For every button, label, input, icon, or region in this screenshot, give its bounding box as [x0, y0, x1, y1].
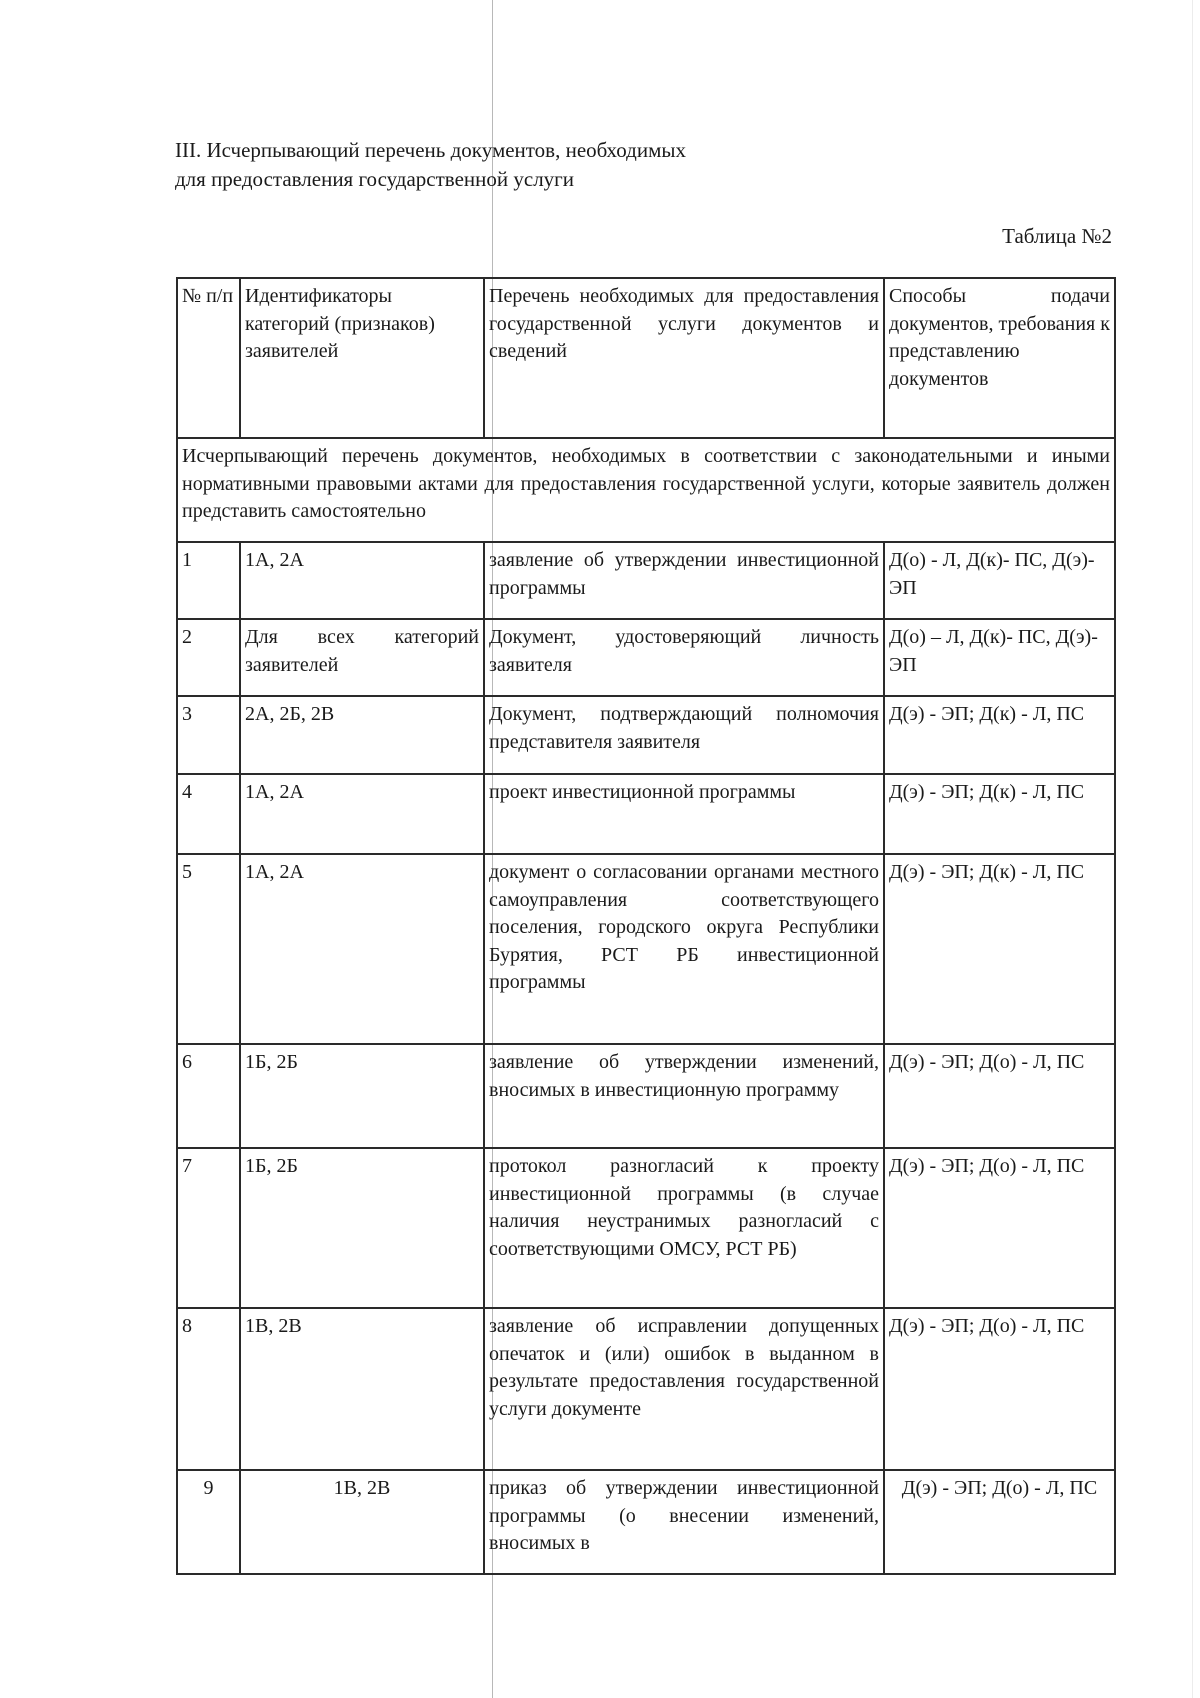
row-num: 1	[177, 542, 240, 619]
row-document: приказ об утверждении инвестиционной программы (о внесении изменений, вносимых в	[484, 1470, 884, 1574]
row-methods: Д(о) - Л, Д(к)- ПС, Д(э)- ЭП	[884, 542, 1115, 619]
row-categories: 1Б, 2Б	[240, 1148, 484, 1308]
header-categories: Идентификаторы категорий (признаков) заявителей	[240, 278, 484, 438]
row-document: Документ, подтверждающий полномочия представителя заявителя	[484, 696, 884, 774]
table-row	[177, 542, 1115, 619]
heading-line-2: для предоставления государственной услуги	[175, 167, 575, 191]
row-categories: 1В, 2В	[240, 1470, 484, 1574]
row-num: 7	[177, 1148, 240, 1308]
table-row	[177, 619, 1115, 696]
row-methods: Д(э) - ЭП; Д(о) - Л, ПС	[884, 1148, 1115, 1308]
row-categories: 1В, 2В	[240, 1308, 484, 1470]
table-row	[177, 1308, 1115, 1470]
header-methods: Способы подачи документов, требования к представлению документов	[884, 278, 1115, 438]
table-row	[177, 1470, 1115, 1574]
documents-table	[176, 277, 1116, 1575]
table-row	[177, 1044, 1115, 1148]
row-num: 9	[177, 1470, 240, 1574]
row-methods: Д(э) - ЭП; Д(к) - Л, ПС	[884, 696, 1115, 774]
heading-line-1: III. Исчерпывающий перечень документов, необходимых	[175, 138, 686, 162]
section-title: Исчерпывающий перечень документов, необходимых в соответствии с законодательными и иными нормативными правовыми актами для предоставления государственной услуги, которые заявитель должен представить самостоятельно	[177, 438, 1115, 542]
row-document: заявление об исправлении допущенных опечаток и (или) ошибок в выданном в результате предоставления государственной услуги документе	[484, 1308, 884, 1470]
row-num: 5	[177, 854, 240, 1044]
row-document: заявление об утверждении инвестиционной программы	[484, 542, 884, 619]
row-methods: Д(э) - ЭП; Д(к) - Л, ПС	[884, 774, 1115, 854]
row-document: Документ, удостоверяющий личность заявителя	[484, 619, 884, 696]
row-methods: Д(э) - ЭП; Д(к) - Л, ПС	[884, 854, 1115, 1044]
row-methods: Д(э) - ЭП; Д(о) - Л, ПС	[884, 1044, 1115, 1148]
row-document: документ о согласовании органами местного самоуправления соответствующего поселения, городского округа Республики Бурятия, РСТ РБ инвестиционной программы	[484, 854, 884, 1044]
scan-edge-line	[1192, 0, 1193, 1698]
header-documents: Перечень необходимых для предоставления государственной услуги документов и сведений	[484, 278, 884, 438]
row-document: заявление об утверждении изменений, вносимых в инвестиционную программу	[484, 1044, 884, 1148]
table-row	[177, 1148, 1115, 1308]
row-categories: 2А, 2Б, 2В	[240, 696, 484, 774]
row-categories: 1А, 2А	[240, 854, 484, 1044]
row-num: 3	[177, 696, 240, 774]
row-document: протокол разногласий к проекту инвестиционной программы (в случае наличия неустранимых разногласий с соответствующими ОМСУ, РСТ РБ)	[484, 1148, 884, 1308]
row-categories: 1А, 2А	[240, 774, 484, 854]
row-methods: Д(э) - ЭП; Д(о) - Л, ПС	[884, 1308, 1115, 1470]
row-document: проект инвестиционной программы	[484, 774, 884, 854]
row-methods: Д(э) - ЭП; Д(о) - Л, ПС	[884, 1470, 1115, 1574]
header-num: № п/п	[177, 278, 240, 438]
row-categories: 1Б, 2Б	[240, 1044, 484, 1148]
row-num: 8	[177, 1308, 240, 1470]
table-header-row	[177, 278, 1115, 438]
row-num: 6	[177, 1044, 240, 1148]
table-row	[177, 774, 1115, 854]
row-num: 2	[177, 619, 240, 696]
section-heading	[175, 136, 935, 194]
section-title-row	[177, 438, 1115, 542]
row-categories: 1А, 2А	[240, 542, 484, 619]
row-methods: Д(о) – Л, Д(к)- ПС, Д(э)- ЭП	[884, 619, 1115, 696]
row-categories: Для всех категорий заявителей	[240, 619, 484, 696]
table-number: Таблица №2	[1002, 224, 1112, 248]
row-num: 4	[177, 774, 240, 854]
table-row	[177, 854, 1115, 1044]
table-row	[177, 696, 1115, 774]
